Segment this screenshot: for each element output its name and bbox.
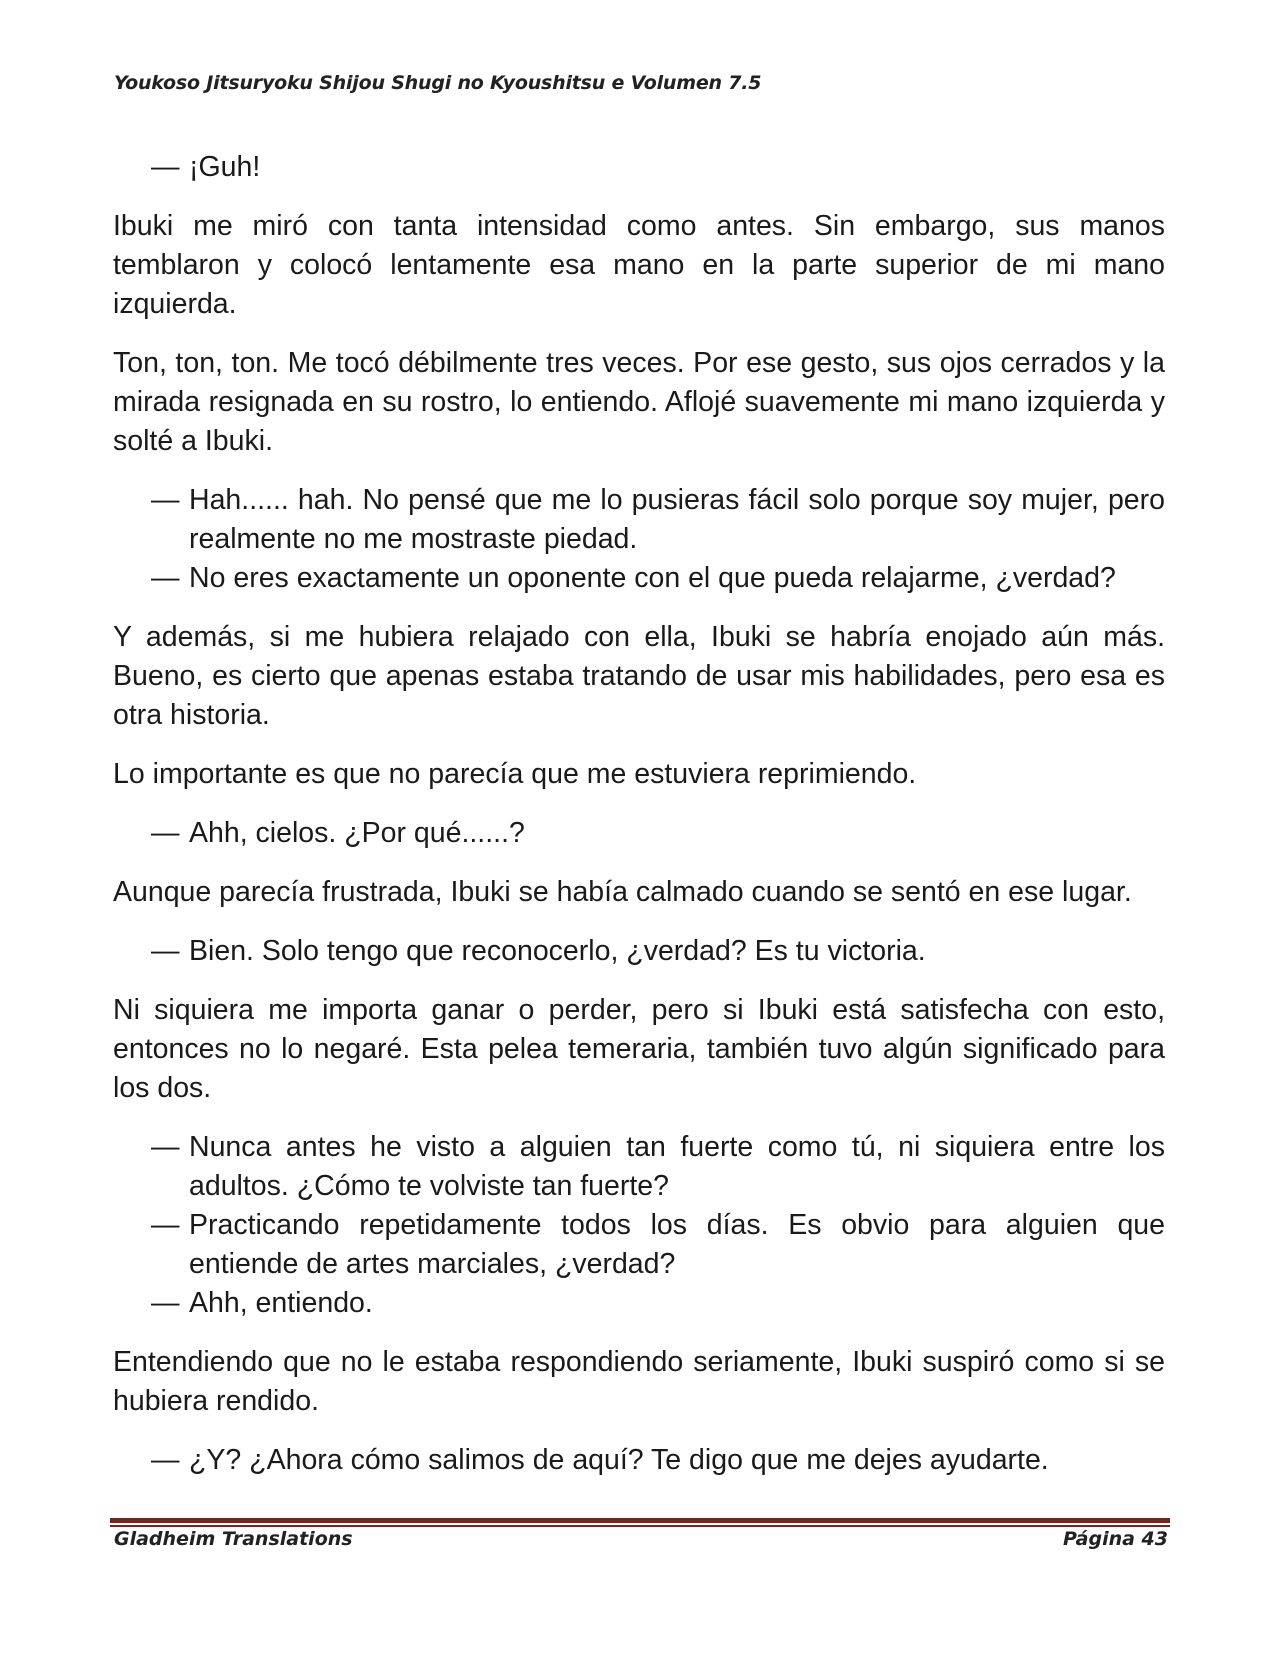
dialogue-text: No eres exactamente un oponente con el que pueda relajarme, ¿verdad? (189, 562, 1116, 594)
dialogue-line (113, 932, 1165, 971)
dialogue-text: Ahh, entiendo. (189, 1287, 373, 1319)
paragraph: Ni siquiera me importa ganar o perder, pero si Ibuki está satisfecha con esto, entonces no lo negaré. Esta pelea temeraria, también tuvo algún significado para los dos. (113, 994, 1165, 1104)
dialogue-dash: — (151, 484, 180, 516)
dialogue-dash: — (151, 817, 180, 849)
dialogue-group (113, 1441, 1165, 1480)
dialogue-dash: — (151, 935, 180, 967)
paragraph: Lo importante es que no parecía que me estuviera reprimiendo. (113, 758, 917, 790)
paragraph: Aunque parecía frustrada, Ibuki se había calmado cuando se sentó en ese lugar. (113, 876, 1132, 908)
dialogue-text: Hah...... hah. No pensé que me lo pusieras fácil solo porque soy mujer, pero realmente no me mostraste piedad. (189, 484, 1165, 555)
dialogue-line (113, 1441, 1165, 1480)
paragraph: Y además, si me hubiera relajado con ella, Ibuki se habría enojado aún más. Bueno, es cierto que apenas estaba tratando de usar mis habilidades, pero esa es otra historia. (113, 621, 1165, 731)
dialogue-text: Practicando repetidamente todos los días. Es obvio para alguien que entiende de artes marciales, ¿verdad? (189, 1209, 1165, 1280)
dialogue-text: Ahh, cielos. ¿Por qué......? (189, 817, 525, 849)
dialogue-dash: — (151, 562, 180, 594)
footer-credit: Gladheim Translations (114, 1528, 353, 1550)
dialogue-line (113, 1284, 1165, 1323)
dialogue-dash: — (151, 1131, 180, 1163)
dialogue-text: ¡Guh! (189, 151, 261, 183)
dialogue-line (113, 559, 1165, 598)
paragraph: Ton, ton, ton. Me tocó débilmente tres veces. Por ese gesto, sus ojos cerrados y la mirada resignada en su rostro, lo entiendo. Aflojé suavemente mi mano izquierda y solté a Ibuki. (113, 347, 1165, 457)
page-body (113, 148, 1165, 1500)
dialogue-group (113, 481, 1165, 598)
paragraph: Entendiendo que no le estaba respondiendo seriamente, Ibuki suspiró como si se hubiera rendido. (113, 1346, 1165, 1417)
dialogue-dash: — (151, 1444, 180, 1476)
dialogue-text: ¿Y? ¿Ahora cómo salimos de aquí? Te digo que me dejes ayudarte. (189, 1444, 1049, 1476)
dialogue-group (113, 148, 1165, 187)
dialogue-group (113, 1128, 1165, 1323)
dialogue-line (113, 814, 1165, 853)
dialogue-dash: — (151, 1209, 180, 1241)
dialogue-line (113, 481, 1165, 559)
dialogue-group (113, 814, 1165, 853)
page-number: Página 43 (1062, 1528, 1168, 1550)
dialogue-dash: — (151, 151, 180, 183)
footer-rule-thin (110, 1525, 1170, 1527)
page-header-title: Youkoso Jitsuryoku Shijou Shugi no Kyoushitsu e Volumen 7.5 (114, 72, 762, 94)
footer-rule-thick (110, 1518, 1170, 1523)
dialogue-line (113, 1206, 1165, 1284)
dialogue-line (113, 1128, 1165, 1206)
paragraph: Ibuki me miró con tanta intensidad como antes. Sin embargo, sus manos temblaron y colocó lentamente esa mano en la parte superior de mi mano izquierda. (113, 210, 1165, 320)
dialogue-line (113, 148, 1165, 187)
dialogue-text: Bien. Solo tengo que reconocerlo, ¿verdad? Es tu victoria. (189, 935, 926, 967)
dialogue-text: Nunca antes he visto a alguien tan fuerte como tú, ni siquiera entre los adultos. ¿Cómo te volviste tan fuerte? (189, 1131, 1165, 1202)
dialogue-group (113, 932, 1165, 971)
dialogue-dash: — (151, 1287, 180, 1319)
